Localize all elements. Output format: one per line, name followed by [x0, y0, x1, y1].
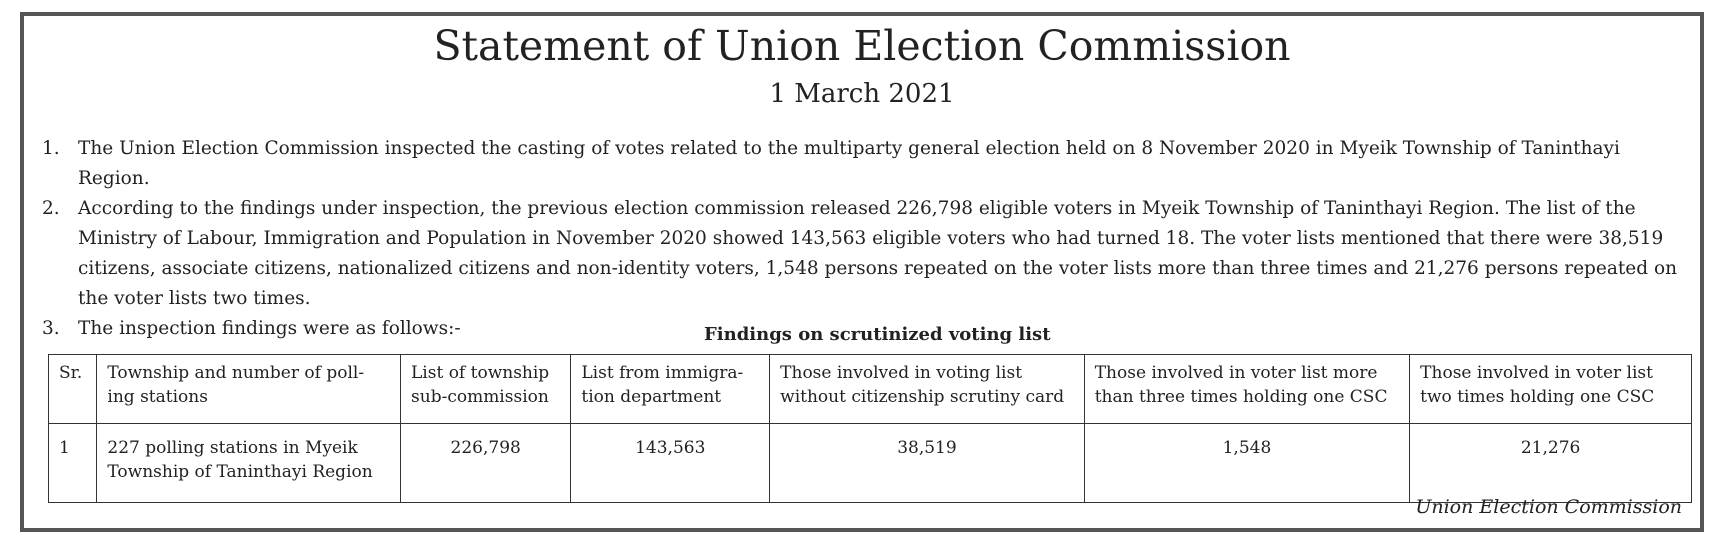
table-cell: 226,798 — [401, 424, 571, 503]
point-number: 2. — [42, 198, 60, 219]
point-item — [42, 194, 1690, 314]
table-cell: 227 polling stations in Myeik Township of Taninthayi Region — [97, 424, 401, 503]
document-title: Statement of Union Election Commission — [433, 22, 1291, 70]
table-cell: 1 — [49, 424, 97, 503]
column-header: Sr. — [49, 355, 97, 424]
findings-caption: Findings on scrutinized voting list — [704, 324, 1051, 345]
point-text: According to the findings under inspection, the previous election commission released 226,798 eligible voters in Myeik Township of Taninthayi Region. The list of the Ministry of Labour, Immigration and Population in November 2020 showed 143,563 eligible voters who had turned 18. The voter lists mentioned that there were 38,519 citizens, associate citizens, nationalized citizens and non-identity voters, 1,548 persons repeated on the voter lists more than three times and 21,276 persons repeated on the voter lists two times. — [78, 198, 1678, 309]
document-date: 1 March 2021 — [769, 79, 955, 109]
signature: Union Election Commission — [1415, 496, 1682, 518]
column-header: Township and number of poll-ing stations — [97, 355, 401, 424]
table-cell: 143,563 — [571, 424, 770, 503]
point-item — [42, 134, 1690, 194]
findings-table — [48, 354, 1692, 503]
column-header: List from immigra-tion department — [571, 355, 770, 424]
table-row — [49, 424, 1692, 503]
point-number: 3. — [42, 318, 60, 339]
table-header-row — [49, 355, 1692, 424]
column-header: Those involved in voter list more than three times holding one CSC — [1084, 355, 1409, 424]
table-cell: 1,548 — [1084, 424, 1409, 503]
statement-points — [42, 134, 1690, 344]
column-header: List of township sub-commission — [401, 355, 571, 424]
statement-document — [20, 12, 1704, 532]
column-header: Those involved in voter list two times holding one CSC — [1410, 355, 1692, 424]
table-cell: 38,519 — [770, 424, 1085, 503]
point-text: The Union Election Commission inspected the casting of votes related to the multiparty general election held on 8 November 2020 in Myeik Township of Taninthayi Region. — [78, 138, 1620, 189]
point-text: The inspection findings were as follows:- — [78, 318, 461, 339]
column-header: Those involved in voting list without citizenship scrutiny card — [770, 355, 1085, 424]
table-cell: 21,276 — [1410, 424, 1692, 503]
point-number: 1. — [42, 138, 60, 159]
